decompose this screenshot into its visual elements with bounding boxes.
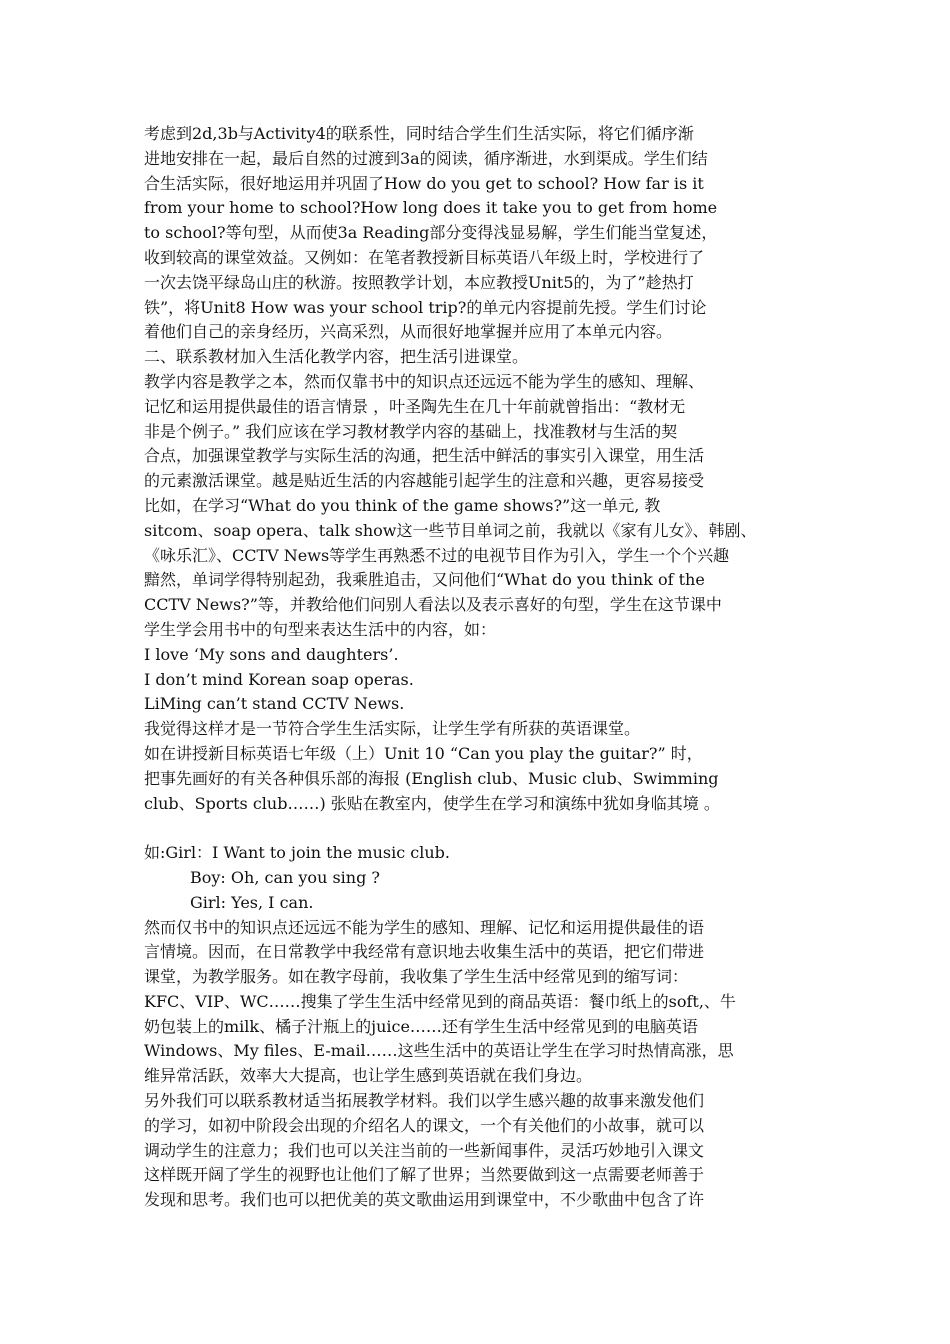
text-line: 学生学会用书中的句型来表达生活中的内容，如： — [144, 619, 497, 639]
text-line: 收到较高的课堂效益。又例如：在笔者教授新目标英语八年级上时，学校进行了 — [144, 247, 705, 267]
text-line: from your home to school?How long does it take you to get from home — [144, 198, 718, 218]
text-line: 进地安排在一起，最后自然的过渡到3a的阅读，循序渐进，水到渠成。学生们结 — [144, 148, 708, 168]
text-line: KFC、VIP、WC……搜集了学生生活中经常见到的商品英语：餐巾纸上的soft,、牛 — [144, 991, 736, 1011]
text-line: 一次去饶平绿岛山庄的秋游。按照教学计划，本应教授Unit5的，为了”趁热打 — [144, 272, 694, 292]
text-line: 非是个例子。” 我们应该在学习教材教学内容的基础上，找准教材与生活的契 — [144, 421, 678, 441]
text-line: 这样既开阔了学生的视野也让他们了解了世界；当然要做到这一点需要老师善于 — [144, 1165, 705, 1185]
text-line: 如在讲授新目标英语七年级（上）Unit 10 “Can you play the guitar?” 时， — [144, 743, 703, 763]
text-line: to school?等句型，从而使3a Reading部分变得浅显易解，学生们能当堂复述， — [144, 223, 718, 243]
dialogue-line: 如:Girl：I Want to join the music club. — [144, 843, 450, 863]
text-line: 把事先画好的有关各种俱乐部的海报 (English club、Music club、Swimming — [144, 768, 719, 788]
text-line: 考虑到2d,3b与Activity4的联系性，同时结合学生们生活实际，将它们循序渐 — [144, 124, 694, 143]
text-line: 调动学生的注意力；我们也可以关注当前的一些新闻事件，灵活巧妙地引入课文 — [144, 1140, 705, 1160]
text-line: 然而仅书中的知识点还远远不能为学生的感知、理解、记忆和运用提供最佳的语 — [144, 917, 705, 937]
text-line: 比如，在学习“What do you think of the game shows?”这一单元, 教 — [144, 495, 661, 515]
text-line: 奶包装上的milk、橘子汁瓶上的juice……还有学生生活中经常见到的电脑英语 — [144, 1016, 698, 1036]
text-line: 另外我们可以联系教材适当拓展教学材料。我们以学生感兴趣的故事来激发他们 — [144, 1091, 705, 1111]
text-line: club、Sports club……) 张贴在教室内，使学生在学习和演练中犹如身临其境 。 — [144, 793, 720, 813]
dialogue-line: Boy: Oh, can you sing ? — [190, 867, 380, 887]
blank-line — [144, 816, 824, 841]
dialogue-line: Girl: Yes, I can. — [190, 892, 314, 912]
document-body — [144, 122, 824, 1213]
text-line: 课堂，为教学服务。如在教字母前，我收集了学生生活中经常见到的缩写词： — [144, 967, 689, 987]
text-line: 言情境。因而，在日常教学中我经常有意识地去收集生活中的英语，把它们带进 — [144, 942, 705, 962]
text-line: 维异常活跃，效率大大提高，也让学生感到英语就在我们身边。 — [144, 1066, 593, 1086]
text-line: 《咏乐汇》、CCTV News等学生再熟悉不过的电视节目作为引入，学生一个个兴趣 — [144, 545, 730, 565]
section-heading: 二、联系教材加入生活化教学内容，把生活引进课堂。 — [144, 347, 529, 367]
text-line: 的学习，如初中阶段会出现的介绍名人的课文，一个有关他们的小故事，就可以 — [144, 1115, 705, 1135]
text-line: 合点，加强课堂教学与实际生活的沟通，把生活中鲜活的事实引入课堂，用生活 — [144, 446, 705, 466]
text-line: 合生活实际，很好地运用并巩固了How do you get to school? How far is it — [144, 173, 704, 193]
example-sentence: I love ‘My sons and daughters’. — [144, 644, 399, 664]
example-sentence: I don’t mind Korean soap operas. — [144, 669, 414, 689]
text-line: CCTV News?”等，并教给他们问别人看法以及表示喜好的句型，学生在这节课中 — [144, 595, 722, 615]
text-line: 教学内容是教学之本，然而仅靠书中的知识点还远远不能为学生的感知、理解、 — [144, 371, 705, 391]
text-line: 记忆和运用提供最佳的语言情景 ，叶圣陶先生在几十年前就曾指出：“教材无 — [144, 396, 686, 416]
text-line: Windows、My files、E-mail……这些生活中的英语让学生在学习时热情高涨，思 — [144, 1041, 734, 1061]
text-line: 铁”，将Unit8 How was your school trip?的单元内容提前先授。学生们讨论 — [144, 297, 707, 317]
text-line: 我觉得这样才是一节符合学生生活实际，让学生学有所获的英语课堂。 — [144, 719, 641, 739]
text-line: 的元素激活课堂。越是贴近生活的内容越能引起学生的注意和兴趣，更容易接受 — [144, 471, 705, 491]
text-line: 黯然，单词学得特别起劲，我乘胜追击，又问他们“What do you think of the — [144, 570, 705, 590]
text-line: 着他们自己的亲身经历，兴高采烈，从而很好地掌握并应用了本单元内容。 — [144, 322, 673, 342]
text-line: 发现和思考。我们也可以把优美的英文歌曲运用到课堂中，不少歌曲中包含了许 — [144, 1190, 705, 1210]
example-sentence: LiMing can’t stand CCTV News. — [144, 694, 405, 714]
text-line: sitcom、soap opera、talk show这一些节目单词之前，我就以《家有儿女》、韩剧、 — [144, 520, 757, 540]
